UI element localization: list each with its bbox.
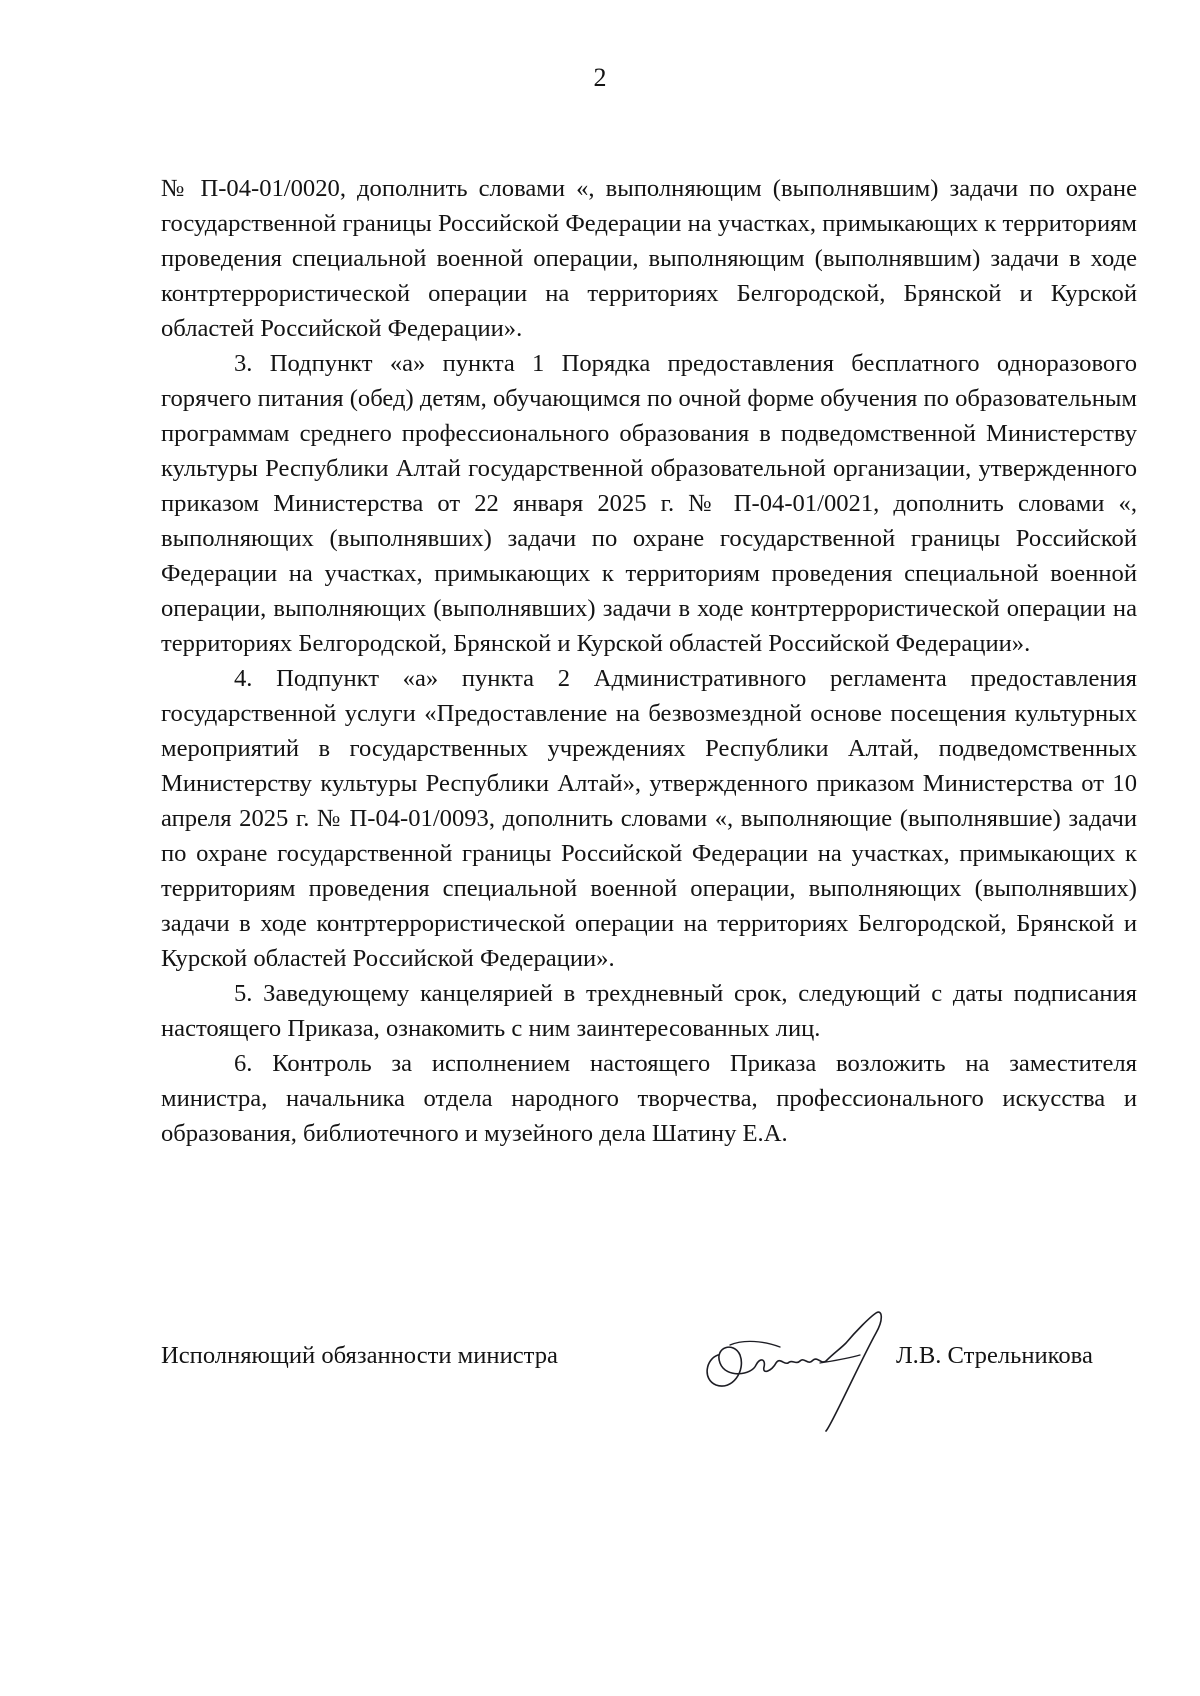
paragraph-item-3: 3. Подпункт «а» пункта 1 Порядка предоставления бесплатного одноразового горячего питания (обед) детям, обучающимся по очной форме обучения по образовательным программам среднего профессионального образования в подведомственной Министерству культуры Республики Алтай государственной образовательной организации, утвержденного приказом Министерства от 22 января 2025 г. № П-04-01/0021, дополнить словами «, выполняющих (выполнявших) задачи по охране государственной границы Российской Федерации на участках, примыкающих к территориям проведения специальной военной операции, выполняющих (выполнявших) задачи в ходе контртеррористической операции на территориях Белгородской, Брянской и Курской областей Российской Федерации». bbox=[161, 350, 1137, 657]
signatory-title: Исполняющий обязанности министра bbox=[161, 1342, 558, 1369]
page-number: 2 bbox=[593, 63, 607, 92]
paragraph-item-4: 4. Подпункт «а» пункта 2 Административного регламента предоставления государственной услуги «Предоставление на безвозмездной основе посещения культурных мероприятий в государственных учреждениях Республики Алтай, подведомственных Министерству культуры Республики Алтай», утвержденного приказом Министерства от 10 апреля 2025 г. № П-04-01/0093, дополнить словами «, выполняющие (выполнявшие) задачи по охране государственной границы Российской Федерации на участках, примыкающих к территориям проведения специальной военной операции, выполняющих (выполнявших) задачи в ходе контртеррористической операции на территориях Белгородской, Брянской и Курской областей Российской Федерации». bbox=[161, 665, 1137, 972]
paragraph-item-5: 5. Заведующему канцелярией в трехдневный срок, следующий с даты подписания настоящего Приказа, ознакомить с ним заинтересованных лиц. bbox=[161, 980, 1137, 1042]
document-body bbox=[161, 171, 1137, 1151]
signature-block bbox=[161, 1338, 1137, 1378]
handwritten-signature bbox=[700, 1305, 930, 1435]
paragraph-continuation: № П-04-01/0020, дополнить словами «, выполняющим (выполнявшим) задачи по охране государственной границы Российской Федерации на участках, примыкающих к территориям проведения специальной военной операции, выполняющим (выполнявшим) задачи в ходе контртеррористической операции на территориях Белгородской, Брянской и Курской областей Российской Федерации». bbox=[161, 175, 1137, 342]
paragraph-item-6: 6. Контроль за исполнением настоящего Приказа возложить на заместителя министра, начальника отдела народного творчества, профессионального искусства и образования, библиотечного и музейного дела Шатину Е.А. bbox=[161, 1050, 1137, 1147]
signatory-name: Л.В. Стрельникова bbox=[896, 1342, 1093, 1369]
